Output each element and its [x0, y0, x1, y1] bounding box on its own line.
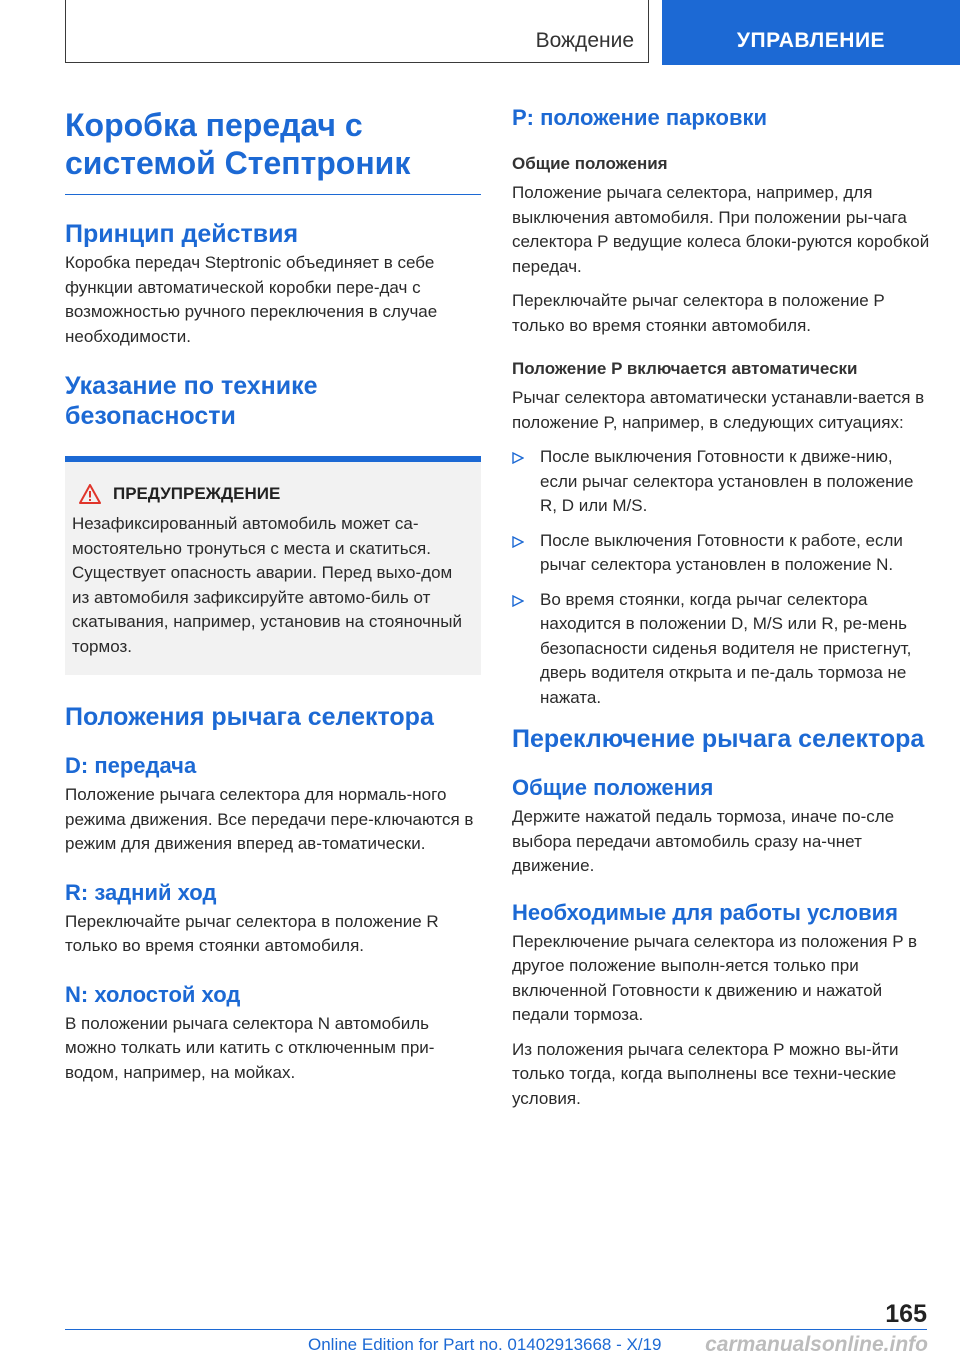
footer-rule — [65, 1329, 927, 1330]
para-general-1: Положение рычага селектора, например, для выключения автомобиля. При положении ры-чага селектора P ведущие колеса блоки-руются коробкой передач. — [512, 183, 930, 276]
page-header — [65, 0, 960, 65]
section-label: УПРАВЛЕНИЕ — [736, 29, 886, 52]
triangle-bullet-icon — [512, 445, 540, 519]
para-d: Положение рычага селектора для нормаль-ного режима движения. Все передачи пере-ключаются в режим для движения вперед ав-томатически. — [65, 785, 474, 853]
warning-triangle-icon — [79, 484, 101, 504]
para-required-2: Из положения рычага селектора P можно вы-йти только тогда, когда выполнены все техни-ческие условия. — [512, 1039, 899, 1108]
heading-n: N: холостой ход — [65, 981, 241, 1007]
heading-required: Необходимые для работы условия — [512, 899, 898, 925]
list-item — [512, 445, 930, 519]
list-item — [512, 529, 930, 578]
heading-safety: Указание по технике безопасности — [65, 372, 318, 430]
page-number: 165 — [885, 1300, 927, 1328]
heading-auto-p: Положение P включается автоматически — [512, 359, 858, 378]
bullet-text: После выключения Готовности к работе, если рычаг селектора установлен в положение N. — [540, 530, 903, 574]
chapter-tab — [65, 0, 649, 63]
heading-p: P: положение парковки — [512, 105, 768, 130]
para-principle: Коробка передач Steptronic объединяет в себе функции автоматической коробки пере-дач с возможностью ручного переключения в случае необходимости. — [65, 253, 438, 346]
section-tab — [662, 0, 960, 65]
para-required-1: Переключение рычага селектора из положения P в другое положение выполн-яется только при включенной Готовности к движению и нажатой педали тормоза. — [512, 931, 918, 1024]
para-r: Переключайте рычаг селектора в положение R только во время стоянки автомобиля. — [65, 911, 439, 955]
bullet-text: После выключения Готовности к движе-нию, если рычаг селектора установлен в положение R, D или M/S. — [540, 447, 914, 515]
left-column — [65, 100, 481, 1085]
warning-header — [79, 484, 474, 504]
heading-d: D: передача — [65, 753, 197, 778]
warning-title: ПРЕДУПРЕЖДЕНИЕ — [113, 484, 281, 503]
heading-r: R: задний ход — [65, 879, 217, 905]
para-n: В положении рычага селектора N автомобиль можно толкать или катить с отключенным при-водом, например, на мойках. — [65, 1013, 435, 1082]
warning-text: Незафиксированный автомобиль может са-мостоятельно тронуться с места и скатиться. Существует опасность аварии. Перед выхо-дом из автомобиля зафиксируйте автомо-биль от скатывания, например, установив на стояночный тормоз. — [72, 514, 463, 656]
chapter-label: Вождение — [535, 29, 634, 52]
bullet-text: Во время стоянки, когда рычаг селектора находится в положении D, M/S или R, ре-мень безопасности сиденья водителя не пристегнут, дверь водителя открыта и пе-даль тормоза не нажата. — [540, 589, 912, 707]
page-title: Коробка передач с системой Стептроник — [65, 107, 411, 181]
warning-box — [65, 456, 481, 675]
heading-general: Общие положения — [512, 154, 668, 173]
triangle-bullet-icon — [512, 529, 540, 578]
title-rule — [65, 194, 481, 195]
triangle-bullet-icon — [512, 588, 540, 711]
list-item — [512, 588, 930, 711]
heading-general-2: Общие положения — [512, 775, 714, 800]
para-general-3: Держите нажатой педаль тормоза, иначе по-сле выбора передачи автомобиль сразу на-чнет движение. — [512, 807, 895, 875]
heading-positions: Положения рычага селектора — [65, 703, 434, 731]
right-column — [512, 100, 930, 1111]
footer-edition: Online Edition for Part no. 01402913668 - X/19 — [308, 1335, 662, 1354]
heading-switch: Переключение рычага селектора — [512, 725, 925, 753]
watermark: carmanualsonline.info — [705, 1333, 928, 1356]
bullet-list — [512, 445, 930, 710]
para-auto-p: Рычаг селектора автоматически устанавли-вается в положение P, например, в следующих ситуациях: — [512, 388, 925, 432]
heading-principle: Принцип действия — [65, 220, 299, 248]
para-general-2: Переключайте рычаг селектора в положение P только во время стоянки автомобиля. — [512, 291, 885, 335]
